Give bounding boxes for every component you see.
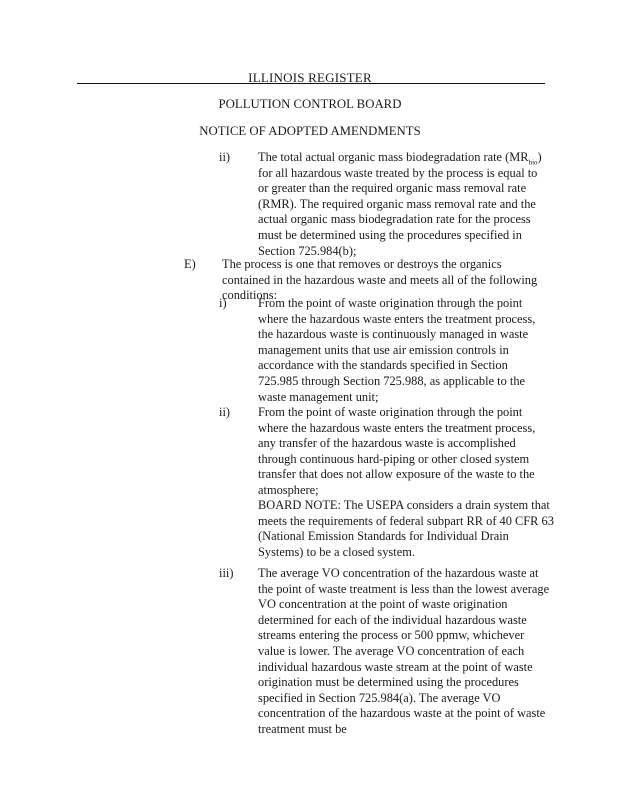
board-name: POLLUTION CONTROL BOARD	[218, 97, 402, 111]
register-title: ILLINOIS REGISTER	[248, 70, 372, 85]
item-text-ii-top-end: ) for all hazardous waste treated by the process is equal to or greater than the required organic mass removal rate (RMR). The required organic mass removal rate and the actual organic mass biodegradation rate for the process must be determined using the procedures specified in Section 725.984(b);	[258, 150, 542, 258]
item-text-E: The process is one that removes or destroys the organics contained in the hazardous waste and meets all of the following conditions:	[222, 257, 538, 303]
item-marker-E-ii: ii)	[219, 405, 231, 419]
header-rule	[77, 83, 545, 84]
item-text-E-i: From the point of waste origination through the point where the hazardous waste enters the treatment process, the hazardous waste is continuously managed in waste management units that use air emission controls in accordance with the standards specified in Section 725.985 through Section 725.988, as applicable to the waste management unit;	[258, 296, 536, 404]
item-marker-E-iii: iii)	[219, 566, 234, 580]
item-marker-E-i: i)	[219, 296, 227, 310]
item-text-E-ii: From the point of waste origination through the point where the hazardous waste enters the treatment process, any transfer of the hazardous waste is accomplished through continuous hard-piping or other closed system transfer that does not allow exposure of the waste to the atmosphere;	[258, 405, 536, 497]
item-marker-E: E)	[184, 257, 196, 271]
board-note: BOARD NOTE: The USEPA considers a drain system that meets the requirements of federal subpart RR of 40 CFR 63 (National Emission Standards for Individual Drain Systems) to be a closed system.	[258, 498, 554, 559]
bio-subscript: bio	[528, 158, 538, 167]
notice-heading: NOTICE OF ADOPTED AMENDMENTS	[199, 124, 421, 138]
item-text-ii-top	[258, 150, 548, 259]
item-marker-ii-top: ii)	[219, 150, 231, 164]
item-text-E-iii: The average VO concentration of the hazardous waste at the point of waste treatment is less than the lowest average VO concentration at the point of waste origination determined for each of the individual hazardous waste streams entering the process or 500 ppmw, whichever value is lower. The average VO concentration of each individual hazardous waste stream at the point of waste origination must be determined using the procedures specified in Section 725.984(a). The average VO concentration of the hazardous waste at the point of waste treatment must be	[258, 566, 550, 736]
item-text-ii-top-start: The total actual organic mass biodegradation rate (MR	[258, 150, 529, 164]
